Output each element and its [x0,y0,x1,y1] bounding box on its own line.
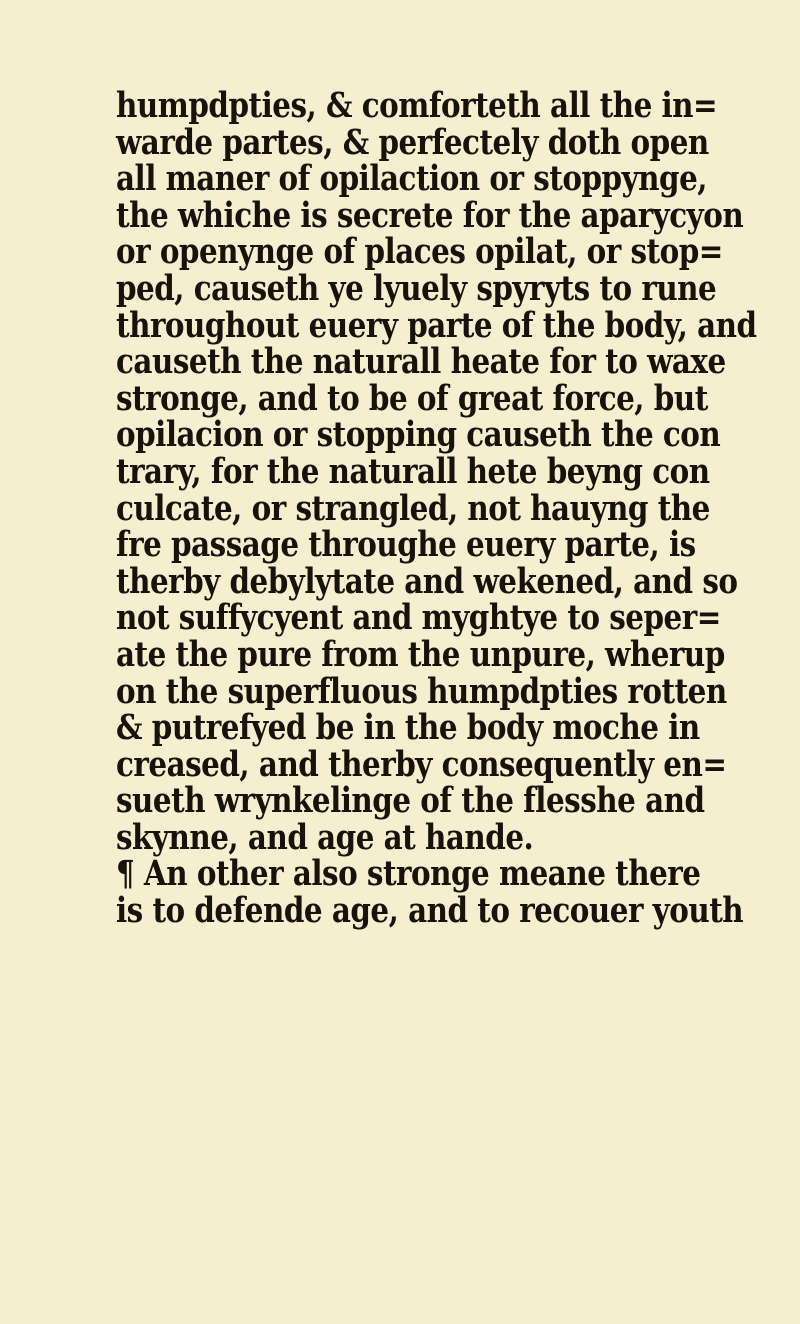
text-line: ate the pure from the unpure, wherup [116,633,725,675]
text-line: humpdpties, & comforteth all the in= [116,85,718,126]
text-line: the whiche is secrete for the aparycyon [116,194,744,236]
text-line: stronge, and to be of great force, but [116,377,708,419]
text-line: causeth the naturall heate for to waxe [116,341,726,383]
text-line: creased, and therby consequently en= [116,743,727,785]
text-line: warde partes, & perfectely doth open [116,121,709,163]
text-line: skynne, and age at hande. [116,816,534,858]
text-line: & putrefyed be in the body moche in [116,707,700,749]
text-line: all maner of opilaction or stoppynge, [116,158,708,200]
text-line: sueth wrynkelinge of the flesshe and [116,780,705,822]
text-line: opilacion or stopping causeth the con [116,414,721,456]
text-line: ¶ An other also stronge meane there [116,853,701,895]
text-line: is to defende age, and to recouer youth [116,890,744,932]
text-line: throughout euery parte of the body, and [116,304,757,346]
text-line: culcate, or strangled, not hauyng the [116,487,710,529]
text-line: ped, causeth ye lyuely spyryts to rune [116,267,717,309]
text-line: or openynge of places opilat, or stop= [116,231,723,273]
text-line: trary, for the naturall hete beyng con [116,450,710,492]
text-line: fre passage throughe euery parte, is [116,524,696,566]
text-line: therby debylytate and wekened, and so [116,560,738,602]
body-text [116,85,757,932]
text-line: on the superfluous humpdpties rotten [116,670,727,712]
text-line: not suffycyent and myghtye to seper= [116,597,721,639]
